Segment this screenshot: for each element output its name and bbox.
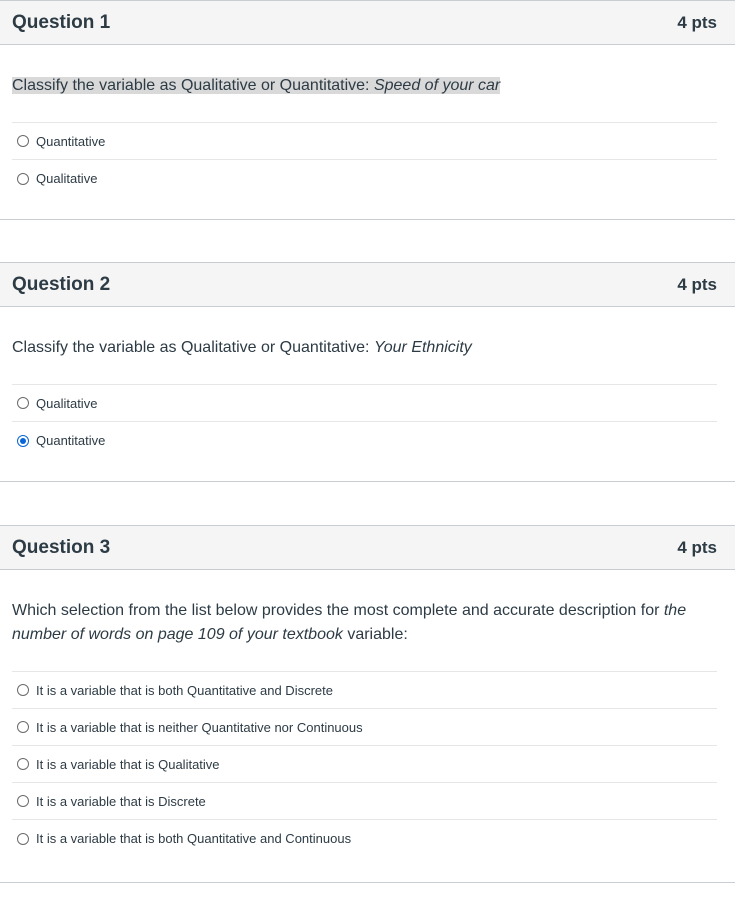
question-2 (0, 262, 735, 482)
radio-button[interactable] (17, 135, 29, 147)
question-title: Question 3 (12, 536, 111, 558)
answer-option[interactable] (12, 672, 717, 709)
answer-label[interactable]: It is a variable that is both Quantitative and Discrete (36, 682, 333, 698)
answer-list (12, 671, 717, 857)
question-1 (0, 0, 735, 220)
question-text-prefix: Which selection from the list below provides the most complete and accurate description for (12, 602, 664, 619)
answer-label[interactable]: It is a variable that is Discrete (36, 793, 206, 809)
answer-label[interactable]: Quantitative (36, 133, 106, 149)
question-points: 4 pts (677, 12, 717, 32)
answer-label[interactable]: Quantitative (36, 433, 106, 448)
question-header (0, 263, 735, 307)
question-text-prefix: Classify the variable as Qualitative or Quantitative: (12, 77, 374, 94)
question-header (0, 1, 735, 45)
question-body (0, 336, 735, 459)
answer-label[interactable]: Qualitative (36, 171, 98, 186)
radio-button-checked[interactable] (17, 435, 29, 447)
answer-label[interactable]: Qualitative (36, 395, 98, 411)
answer-list (12, 384, 717, 459)
radio-button[interactable] (17, 795, 29, 807)
question-text-variable: Your Ethnicity (373, 339, 472, 356)
radio-button[interactable] (17, 833, 29, 845)
radio-button[interactable] (17, 721, 29, 733)
question-text-variable: Speed of your car (373, 77, 501, 94)
answer-option[interactable] (12, 820, 717, 857)
radio-button[interactable] (17, 684, 29, 696)
question-title: Question 1 (12, 11, 111, 33)
answer-option[interactable] (12, 160, 717, 197)
radio-button[interactable] (17, 173, 29, 185)
radio-button[interactable] (17, 397, 29, 409)
question-body (0, 599, 735, 857)
answer-option-selected[interactable] (12, 422, 717, 459)
question-header (0, 526, 735, 570)
question-text (12, 336, 717, 360)
answer-option[interactable] (12, 783, 717, 820)
answer-option[interactable] (12, 709, 717, 746)
answer-option[interactable] (12, 746, 717, 783)
radio-button[interactable] (17, 758, 29, 770)
question-text-highlight (12, 77, 500, 94)
question-points: 4 pts (677, 537, 717, 557)
question-text (12, 74, 717, 98)
question-text-suffix: variable: (342, 626, 408, 643)
answer-option[interactable] (12, 123, 717, 160)
question-3 (0, 525, 735, 883)
answer-label[interactable]: It is a variable that is Qualitative (36, 756, 220, 772)
question-text (12, 599, 717, 647)
answer-list (12, 122, 717, 197)
question-points: 4 pts (677, 274, 717, 294)
answer-option[interactable] (12, 385, 717, 422)
question-text-prefix: Classify the variable as Qualitative or Quantitative: (12, 339, 374, 356)
question-body (0, 74, 735, 197)
question-title: Question 2 (12, 273, 111, 295)
answer-label[interactable]: It is a variable that is both Quantitative and Continuous (36, 831, 352, 846)
question-text-variable: the number of words on page 109 of your textbook (12, 602, 687, 643)
answer-label[interactable]: It is a variable that is neither Quantitative nor Continuous (36, 719, 363, 735)
